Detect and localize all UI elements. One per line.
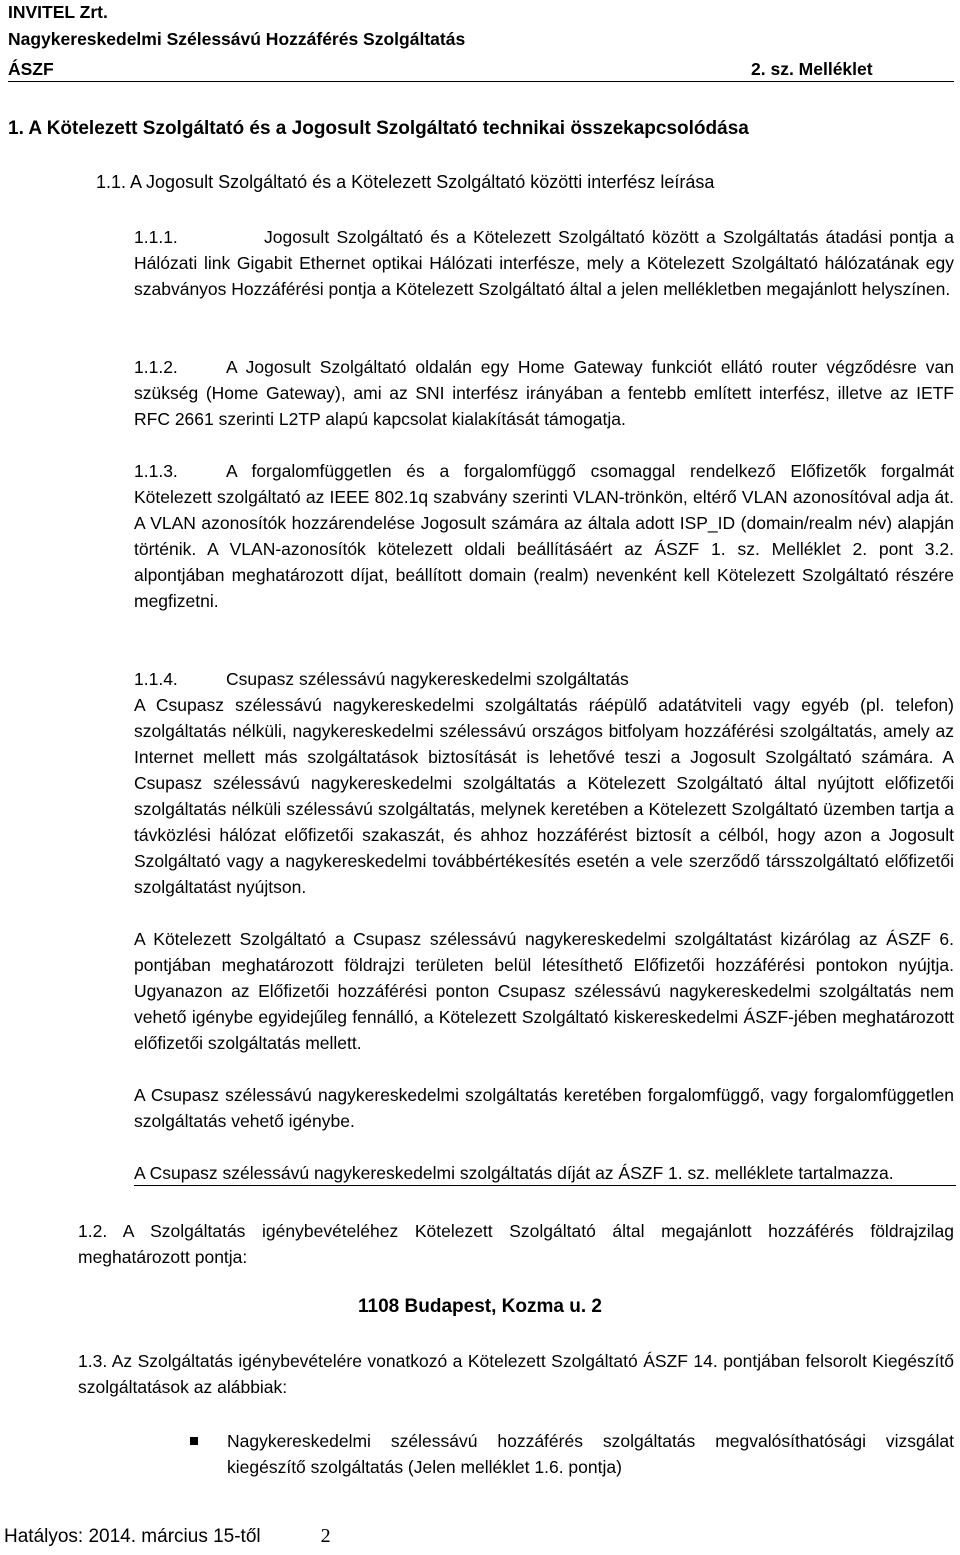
page-number: 2 xyxy=(320,1525,331,1547)
paragraph-1-2: 1.2. A Szolgáltatás igénybevételéhez Kötelezett Szolgáltató által megajánlott hozzáférés földrajzilag meghatározott pontja: xyxy=(78,1221,954,1267)
paragraph-1-1-1 xyxy=(134,224,954,302)
header-rule xyxy=(8,81,954,82)
paragraph-1-1-4-c: A Csupasz szélessávú nagykereskedelmi szolgáltatás keretében forgalomfüggő, vagy forgalomfüggetlen szolgáltatás vehető igénybe. xyxy=(134,1085,954,1131)
header-service: Nagykereskedelmi Szélessávú Hozzáférés Szolgáltatás xyxy=(8,29,466,49)
paragraph-1-1-4-b: A Kötelezett Szolgáltató a Csupasz szélessávú nagykereskedelmi szolgáltatást kizárólag az ÁSZF 6. pontjában meghatározott földrajzi területen belül létesíthető Előfizetői hozzáférési pontokon nyújtja. Ugyanazon az Előfizetői hozzáférési ponton Csupasz szélessávú nagykereskedelmi szolgáltatás nem vehető igénybe egyidejűleg fennálló, a Kötelezett Szolgáltató kiskereskedelmi ÁSZF-jében meghatározott előfizetői szolgáltatás mellett. xyxy=(134,929,954,1053)
paragraph-1-3: 1.3. Az Szolgáltatás igénybevételére vonatkozó a Kötelezett Szolgáltató ÁSZF 14. pontjában felsorolt Kiegészítő szolgáltatások az alábbiak: xyxy=(78,1351,954,1397)
paragraph-text: A Jogosult Szolgáltató oldalán egy Home Gateway funkciót ellátó router végződésre van szükség (Home Gateway), ami az SNI interfész irányában a fentebb említett interfész, illetve az IETF RFC 2661 szerinti L2TP alapú kapcsolat kialakítását támogatja. xyxy=(134,357,954,429)
header-annex: 2. sz. Melléklet xyxy=(751,59,873,79)
paragraph-number: 1.1.3. xyxy=(134,461,178,481)
paragraph-1-1-2 xyxy=(134,354,954,432)
paragraph-1-1-4 xyxy=(134,666,954,900)
section-title: 1. A Kötelezett Szolgáltató és a Jogosult Szolgáltató technikai összekapcsolódása xyxy=(8,118,749,139)
paragraph-heading: Csupasz szélessávú nagykereskedelmi szolgáltatás xyxy=(226,669,629,689)
paragraph-text: Jogosult Szolgáltató és a Kötelezett Szolgáltató között a Szolgáltatás átadási pontja a Hálózati link Gigabit Ethernet optikai Hálózati interfésze, mely a Kötelezett Szolgáltató hálózatának egy szabványos Hozzáférési pontja a Kötelezett Szolgáltató által a jelen mellékletben megajánlott helyszínen. xyxy=(134,227,954,299)
footer xyxy=(4,1525,331,1548)
paragraph-text: A Csupasz szélessávú nagykereskedelmi szolgáltatás ráépülő adatátviteli vagy egyéb (pl. telefon) szolgáltatás nélküli, nagykereskedelmi szélessávú országos bitfolyam hozzáférési szolgáltatás, amely az Internet mellett más szolgáltatások biztosítását is lehetővé teszi a Jogosult Szolgáltató számára. A Csupasz szélessávú nagykereskedelmi szolgáltatás a Kötelezett Szolgáltató által nyújtott előfizetői szolgáltatás nélküli szélessávú szolgáltatás, melynek keretében a Kötelezett Szolgáltató üzemben tartja a távközlési hálózat előfizetői szakaszát, és ahhoz hozzáférést biztosít a célból, hogy azon a Jogosult Szolgáltató vagy a nagykereskedelmi továbbértékesítés esetén a vele szerződő társszolgáltató előfizetői szolgáltatást nyújtson. xyxy=(134,695,954,897)
paragraph-1-1-4-d: A Csupasz szélessávú nagykereskedelmi szolgáltatás díját az ÁSZF 1. sz. melléklete tartalmazza. xyxy=(134,1163,894,1183)
address: 1108 Budapest, Kozma u. 2 xyxy=(358,1296,602,1317)
paragraph-number: 1.1.2. xyxy=(134,357,178,377)
paragraph-text: A forgalomfüggetlen és a forgalomfüggő csomaggal rendelkező Előfizetők forgalmát Kötelezett szolgáltató az IEEE 802.1q szabvány szerinti VLAN-trönkön, eltérő VLAN azonosítóval adja át. A VLAN azonosítók hozzárendelése Jogosult számára az általa adott ISP_ID (domain/realm név) alapján történik. A VLAN-azonosítók kötelezett oldali beállításáért az ÁSZF 1. sz. Melléklet 2. pont 3.2. alpontjában meghatározott díjat, beállított domain (realm) nevenként kell Kötelezett Szolgáltató részére megfizetni. xyxy=(134,461,954,611)
list-item: Nagykereskedelmi szélessávú hozzáférés szolgáltatás megvalósíthatósági vizsgálat kiegészítő szolgáltatás (Jelen melléklet 1.6. pontja) xyxy=(227,1431,954,1477)
square-bullet-icon xyxy=(190,1437,198,1445)
paragraph-1-1-3 xyxy=(134,458,954,614)
header-doc: ÁSZF xyxy=(8,59,54,79)
section-rule xyxy=(134,1185,956,1186)
header-company: INVITEL Zrt. xyxy=(8,2,108,22)
paragraph-number: 1.1.1. xyxy=(134,227,178,247)
subsection-title: 1.1. A Jogosult Szolgáltató és a Kötelezett Szolgáltató közötti interfész leírása xyxy=(96,172,715,192)
paragraph-number: 1.1.4. xyxy=(134,669,178,689)
footer-validity: Hatályos: 2014. március 15-től xyxy=(4,1526,261,1547)
